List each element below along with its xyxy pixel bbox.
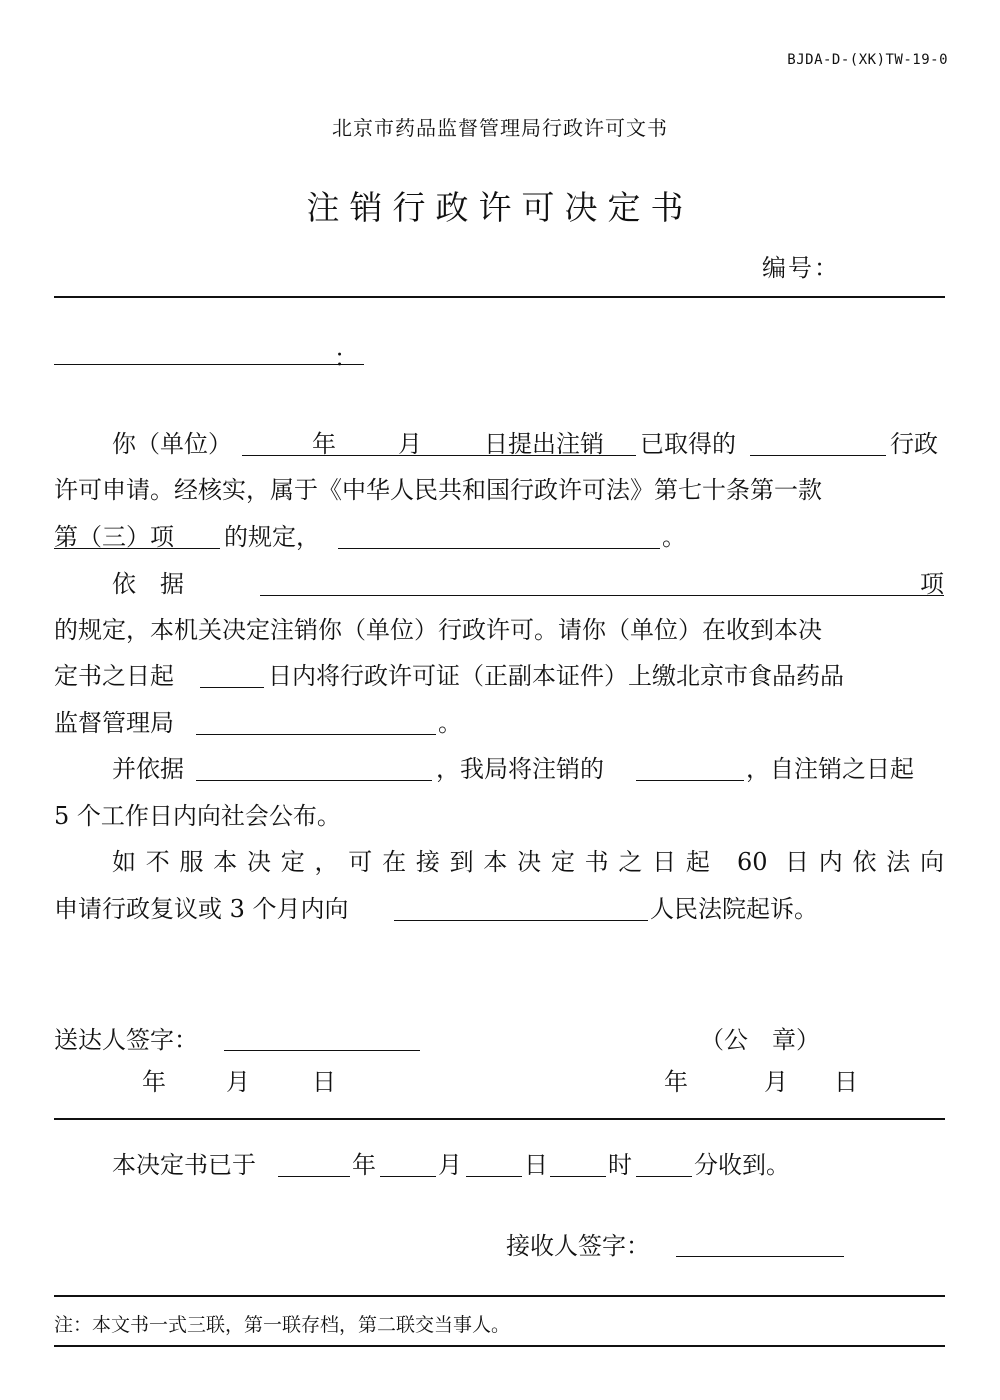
p3-line2: 5 个工作日内向社会公布。 bbox=[54, 802, 341, 830]
receiver-signature-blank[interactable] bbox=[676, 1256, 844, 1257]
p2-line3a: 定书之日起 bbox=[54, 662, 174, 690]
p1-xingzheng: 行政 bbox=[890, 430, 938, 458]
p2-xiang: 项 bbox=[920, 570, 944, 598]
p2-days-blank[interactable] bbox=[200, 687, 264, 688]
document-title: 注销行政许可决定书 bbox=[306, 188, 694, 227]
receipt-month-blank[interactable] bbox=[380, 1176, 436, 1177]
p2-line4: 监督管理局 bbox=[54, 709, 174, 737]
footnote: 注：本文书一式三联，第一联存档，第二联交当事人。 bbox=[54, 1314, 511, 1336]
p2-basis-blank[interactable] bbox=[260, 595, 944, 596]
document-code: BJDA-D-(XK)TW-19-0 bbox=[787, 52, 948, 68]
p2-period: 。 bbox=[438, 709, 462, 737]
deliverer-day: 日 bbox=[312, 1068, 336, 1096]
seal-year: 年 bbox=[664, 1068, 688, 1096]
seal-month: 月 bbox=[764, 1068, 788, 1096]
signature-divider bbox=[54, 1118, 945, 1120]
receipt-day-blank[interactable] bbox=[466, 1176, 522, 1177]
p1-item: 第（三）项 bbox=[54, 523, 174, 551]
p1-obtained: 已取得的 bbox=[640, 430, 736, 458]
deliverer-label: 送达人签字： bbox=[54, 1026, 198, 1054]
p3-will-cancel: ，我局将注销的 bbox=[436, 755, 604, 783]
p2-line2: 的规定，本机关决定注销你（单位）行政许可。请你（单位）在收到本决 bbox=[54, 616, 822, 644]
p4-line1: 如不服本决定，可在接到本决定书之日起 60 日内依法向 bbox=[112, 848, 944, 876]
p4-court-blank[interactable] bbox=[394, 920, 648, 921]
p3-basis-blank[interactable] bbox=[196, 780, 432, 781]
p3-from-date: ，自注销之日起 bbox=[746, 755, 914, 783]
receipt-prefix: 本决定书已于 bbox=[112, 1151, 256, 1179]
p2-office-blank[interactable] bbox=[196, 734, 436, 735]
p1-finding-blank[interactable] bbox=[338, 548, 660, 549]
p3-item-blank[interactable] bbox=[636, 780, 744, 781]
p1-period: 。 bbox=[662, 523, 686, 551]
receipt-minute-blank[interactable] bbox=[636, 1176, 692, 1177]
deliverer-signature-blank[interactable] bbox=[224, 1050, 420, 1051]
number-label: 编号： bbox=[762, 254, 840, 282]
addressee-colon: ： bbox=[334, 344, 358, 372]
deliverer-year: 年 bbox=[142, 1068, 166, 1096]
receipt-year: 年 bbox=[352, 1151, 376, 1179]
receipt-day: 日 bbox=[524, 1151, 548, 1179]
p1-item-underline bbox=[54, 548, 220, 549]
note-top-divider bbox=[54, 1295, 945, 1297]
header-divider bbox=[54, 296, 945, 298]
receiver-label: 接收人签字： bbox=[506, 1232, 650, 1260]
receipt-year-blank[interactable] bbox=[278, 1176, 350, 1177]
p1-day-submit: 日提出注销 bbox=[484, 430, 604, 458]
receipt-month: 月 bbox=[438, 1151, 462, 1179]
p1-month: 月 bbox=[398, 430, 422, 458]
p4-line2a: 申请行政复议或 3 个月内向 bbox=[54, 895, 349, 923]
p2-line3b: 日内将行政许可证（正副本证件）上缴北京市食品药品 bbox=[268, 662, 844, 690]
p1-you-unit: 你（单位） bbox=[112, 430, 232, 458]
p2-according: 依 据 bbox=[112, 570, 184, 598]
addressee-blank[interactable] bbox=[54, 364, 364, 365]
p1-regulation: 的规定， bbox=[224, 523, 320, 551]
p3-and-according: 并依据 bbox=[112, 755, 184, 783]
receipt-minute: 分收到。 bbox=[694, 1151, 790, 1179]
receipt-hour: 时 bbox=[608, 1151, 632, 1179]
p1-license-blank[interactable] bbox=[750, 455, 886, 456]
receipt-hour-blank[interactable] bbox=[550, 1176, 606, 1177]
seal-day: 日 bbox=[834, 1068, 858, 1096]
organization-title: 北京市药品监督管理局行政许可文书 bbox=[332, 116, 668, 140]
official-seal: （公 章） bbox=[700, 1026, 820, 1054]
p4-line2b: 人民法院起诉。 bbox=[650, 895, 818, 923]
note-bottom-divider bbox=[54, 1345, 945, 1347]
p1-year: 年 bbox=[312, 430, 336, 458]
p1-line2: 许可申请。经核实，属于《中华人民共和国行政许可法》第七十条第一款 bbox=[54, 476, 822, 504]
deliverer-month: 月 bbox=[226, 1068, 250, 1096]
